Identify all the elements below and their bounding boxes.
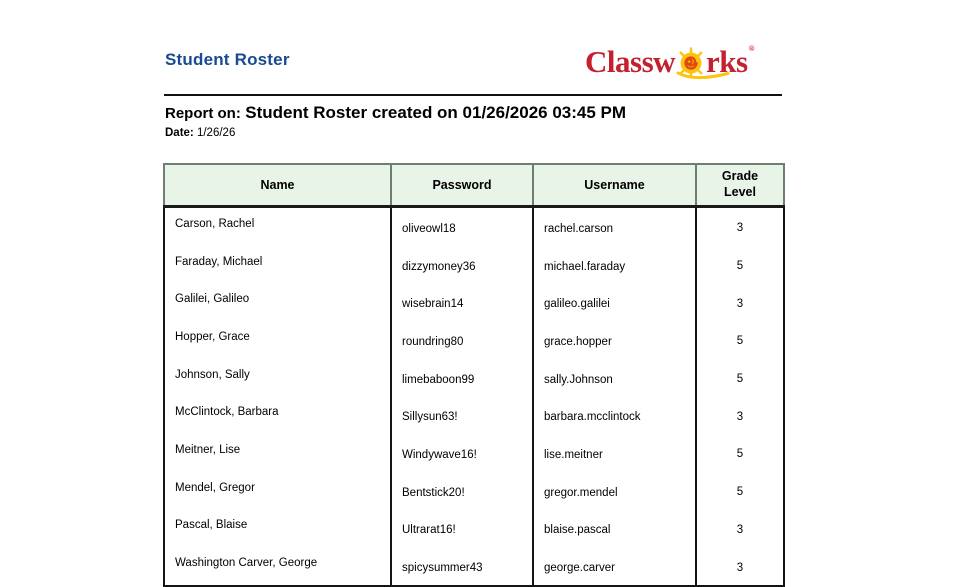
cell-username: michael.faraday [533, 246, 696, 284]
cell-username: lise.meitner [533, 434, 696, 472]
cell-username: sally.Johnson [533, 359, 696, 397]
roster-header-row [164, 164, 784, 207]
cell-grade-level: 5 [696, 359, 784, 397]
cell-password: oliveowl18 [391, 207, 533, 246]
cell-password: wisebrain14 [391, 283, 533, 321]
roster-table-body [164, 207, 784, 586]
table-row [164, 283, 784, 321]
date-value: 1/26/26 [196, 127, 236, 139]
cell-password: Bentstick20! [391, 472, 533, 510]
logo-text-before: Classw [585, 44, 676, 79]
cell-password: Ultrarat16! [391, 510, 533, 548]
report-on-line [165, 103, 626, 123]
table-row [164, 207, 784, 246]
column-header-name: Name [164, 164, 391, 207]
cell-password: dizzymoney36 [391, 246, 533, 284]
table-row [164, 510, 784, 548]
cell-student-name: Washington Carver, George [164, 547, 391, 586]
cell-username: barbara.mcclintock [533, 396, 696, 434]
cell-username: gregor.mendel [533, 472, 696, 510]
classworks-logo [585, 40, 755, 84]
cell-username: grace.hopper [533, 321, 696, 359]
date-label: Date: [165, 127, 194, 139]
table-row [164, 547, 784, 586]
cell-grade-level: 3 [696, 510, 784, 548]
cell-grade-level: 3 [696, 396, 784, 434]
table-row [164, 396, 784, 434]
report-on-label: Report on: [165, 105, 241, 122]
cell-student-name: Hopper, Grace [164, 321, 391, 359]
registered-trademark: ® [748, 44, 755, 53]
table-row [164, 359, 784, 397]
cell-student-name: Johnson, Sally [164, 359, 391, 397]
logo-text-after: rks [706, 44, 748, 79]
roster-table [163, 163, 785, 587]
cell-password: spicysummer43 [391, 547, 533, 586]
cell-student-name: Carson, Rachel [164, 207, 391, 246]
cell-password: limebaboon99 [391, 359, 533, 397]
table-row [164, 472, 784, 510]
cell-username: blaise.pascal [533, 510, 696, 548]
column-header-grade-level: Grade Level [696, 164, 784, 207]
header-divider [164, 94, 782, 96]
classworks-sun-icon [676, 46, 706, 82]
cell-grade-level: 5 [696, 321, 784, 359]
table-row [164, 434, 784, 472]
cell-username: rachel.carson [533, 207, 696, 246]
cell-grade-level: 5 [696, 472, 784, 510]
cell-student-name: Faraday, Michael [164, 246, 391, 284]
cell-student-name: Meitner, Lise [164, 434, 391, 472]
cell-password: Sillysun63! [391, 396, 533, 434]
cell-password: roundring80 [391, 321, 533, 359]
cell-grade-level: 5 [696, 434, 784, 472]
cell-student-name: Pascal, Blaise [164, 510, 391, 548]
cell-password: Windywave16! [391, 434, 533, 472]
cell-grade-level: 3 [696, 207, 784, 246]
cell-student-name: Galilei, Galileo [164, 283, 391, 321]
page-title: Student Roster [165, 50, 290, 69]
cell-username: galileo.galilei [533, 283, 696, 321]
cell-grade-level: 3 [696, 547, 784, 586]
cell-grade-level: 5 [696, 246, 784, 284]
report-on-value: Student Roster created on 01/26/2026 03:45 PM [245, 103, 627, 122]
cell-student-name: McClintock, Barbara [164, 396, 391, 434]
table-row [164, 246, 784, 284]
column-header-password: Password [391, 164, 533, 207]
cell-student-name: Mendel, Gregor [164, 472, 391, 510]
table-row [164, 321, 784, 359]
column-header-username: Username [533, 164, 696, 207]
cell-grade-level: 3 [696, 283, 784, 321]
date-line [165, 127, 235, 139]
cell-username: george.carver [533, 547, 696, 586]
